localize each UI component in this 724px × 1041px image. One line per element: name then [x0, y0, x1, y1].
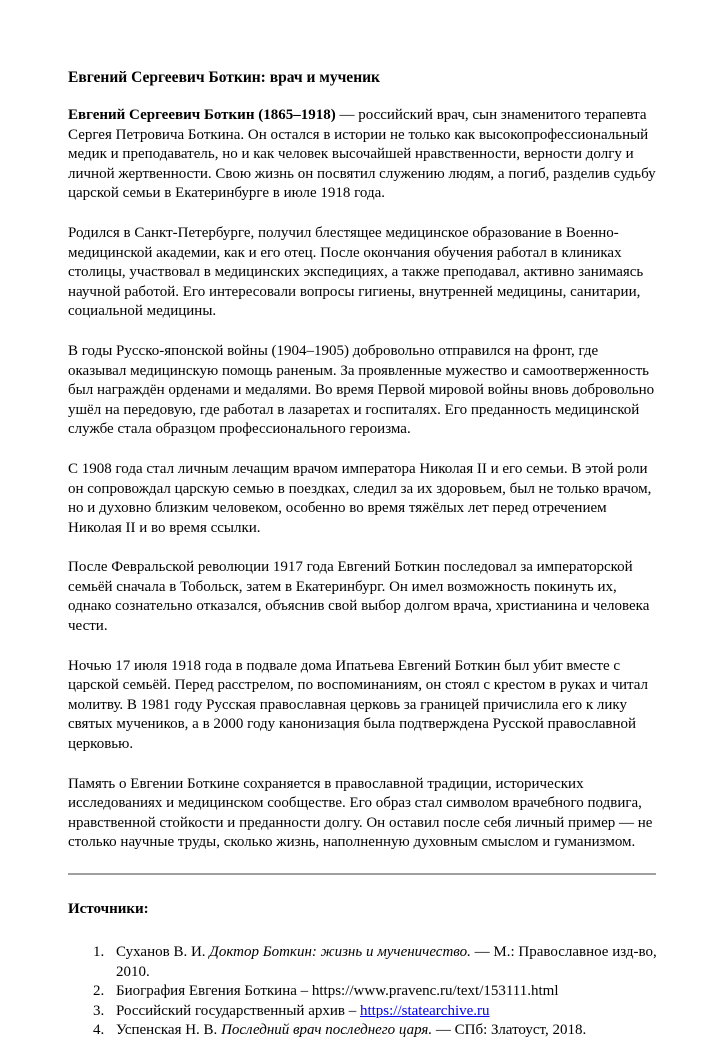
source-text: — СПб: Златоуст, 2018. — [432, 1022, 587, 1039]
sources-list — [68, 943, 658, 1041]
source-title-italic: Последний врач последнего царя. — [221, 1022, 433, 1039]
source-item — [108, 1002, 658, 1022]
paragraph-court-physician: С 1908 года стал личным лечащим врачом императора Николая II и его семьи. В этой роли он сопровождал царскую семью в поездках, следил за их здоровьем, был не только врачом, но и духовно близким человеком, особенно во время тяжёлых лет перед отречением Николая II и во время ссылки. — [68, 460, 652, 536]
paragraph-death: Ночью 17 июля 1918 года в подвале дома Ипатьева Евгений Боткин был убит вместе с царской семьёй. Перед расстрелом, по воспоминаниям, он стоял с крестом в руках и читал молитву. В 1981 году Русская православная церковь за границей причислила его к лику святых мучеников, а в 2000 году канонизация была подтверждена Русской православной церковью. — [68, 657, 649, 753]
source-text: Российский государственный архив – — [116, 1002, 360, 1019]
document-body — [68, 68, 658, 1041]
paragraph-war-service: В годы Русско-японской войны (1904–1905) добровольно отправился на фронт, где оказывал медицинскую помощь раненым. За проявленные мужество и самоотверженность был награждён орденами и медалями. Во время Первой мировой войны вновь добровольно ушёл на передовую, где работал в лазаретах и госпиталях. Его преданность медицинской службе стала образцом профессионального героизма. — [68, 342, 655, 438]
source-item — [108, 982, 658, 1002]
sources-heading: Источники: — [68, 901, 149, 917]
section-divider — [68, 873, 656, 875]
intro-text: — российский врач, сын знаменитого терапевта Сергея Петровича Боткина. Он остался в истории не только как высокопрофессиональный медик и преподаватель, но и как человек высочайшей нравственности, верности долгу и личной жертвенности. Свою жизнь он посвятил служению людям, а погиб, разделив судьбу царской семьи в Екатеринбурге в июле 1918 года. — [68, 107, 656, 202]
source-text: Биография Евгения Боткина – https://www.pravenc.ru/text/153111.html — [116, 983, 559, 1000]
source-item — [108, 943, 658, 982]
paragraph-education: Родился в Санкт-Петербурге, получил блестящее медицинское образование в Военно-медицинской академии, как и его отец. После окончания обучения работал в клиниках столицы, участвовал в медицинских экспедициях, а также преподавал, активно занимаясь научной работой. Его интересовали вопросы гигиены, внутренней медицины, санитарии, социальной медицины. — [68, 224, 644, 320]
source-title-italic: Доктор Боткин: жизнь и мученичество. — [209, 944, 471, 960]
source-text: Успенская Н. В. — [116, 1022, 222, 1039]
page-title: Евгений Сергеевич Боткин: врач и мученик — [68, 69, 380, 86]
archive-link[interactable]: https://statearchive.ru — [359, 1002, 490, 1019]
source-text: Суханов В. И. — [116, 944, 210, 960]
paragraph-memory: Память о Евгении Боткине сохраняется в православной традиции, исторических исследованиях и медицинском сообществе. Его образ стал символом врачебного подвига, нравственной стойкости и преданности долгу. Он оставил после себя личный пример — не столько научные труды, сколько жизнь, наполненную духовным смыслом и гуманизмом. — [68, 775, 653, 851]
intro-bold-lead: Евгений Сергеевич Боткин (1865–1918) — [68, 107, 336, 123]
intro-paragraph — [68, 106, 658, 204]
source-item — [108, 1021, 658, 1041]
paragraph-exile: После Февральской революции 1917 года Евгений Боткин последовал за императорской семьёй сначала в Тобольск, затем в Екатеринбург. Он имел возможность покинуть их, однако сознательно отказался, объяснив свой выбор долгом врача, христианина и человека чести. — [68, 559, 650, 635]
source-text: — М.: Православное изд-во, 2010. — [116, 944, 657, 980]
